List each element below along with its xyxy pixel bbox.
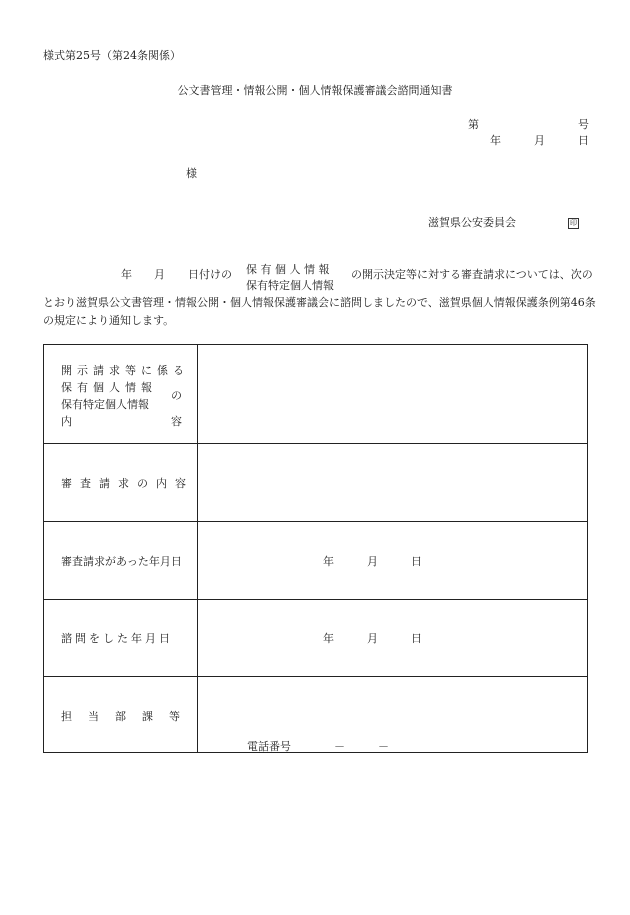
doc-number-suffix: 号 [578,118,589,131]
label-cell [44,676,198,752]
body-paragraph-line3: の規定により通知します。 [43,314,175,327]
label-line2: 保有個人情報 [61,381,157,394]
addressee-suffix: 様 [186,167,197,180]
label-line3: 保有特定個人情報 [61,398,149,411]
issue-date-month: 月 [534,134,545,147]
table-row-consult-date [44,599,587,677]
label-cell [44,443,198,521]
issuer-name: 滋賀県公安委員会 [428,216,516,229]
label-line1: 開示請求等に係る [61,364,189,377]
body-line1-rest: の開示決定等に対する審査請求については、次の [351,268,593,281]
review-date-year: 年 [323,555,334,568]
doc-number-prefix: 第 [468,118,479,131]
seal-mark: 印 [570,219,577,227]
body-month: 月 [154,268,165,281]
label-cell [44,345,198,443]
table-row-review-date [44,521,587,600]
table-row-department [44,676,587,752]
form-number: 様式第25号（第24条関係） [43,49,181,62]
stacked-top: 保 有 個 人 情 報 [246,263,330,276]
consultation-table [43,344,588,753]
document-title: 公文書管理・情報公開・個人情報保護審議会諮問通知書 [177,84,453,97]
consult-date-month: 月 [367,632,378,645]
review-date-month: 月 [367,555,378,568]
body-day: 日付けの [188,268,232,281]
label-nai: 内 [61,415,72,428]
stacked-info-type [246,262,334,294]
label-department: 担当部課等 [61,710,196,723]
label-cell [44,599,198,676]
label-consult-date: 諮問をした年月日 [61,632,173,645]
body-paragraph-line2: とおり滋賀県公文書管理・情報公開・個人情報保護審議会に諮問しましたので、滋賀県個人情報保護条例第46条 [43,296,596,309]
label-review-content: 審査請求の内容 [61,477,194,490]
phone-dash-2: － [378,740,389,753]
table-row-review-content [44,443,587,522]
table-row-info-content [44,345,587,444]
review-date-day: 日 [411,555,422,568]
issue-date-day: 日 [578,134,589,147]
phone-label: 電話番号 [247,740,291,753]
label-review-date: 審査請求があった年月日 [61,555,182,568]
phone-dash-1: － [334,740,345,753]
issue-date-year: 年 [490,134,501,147]
label-no: の [171,389,182,402]
consult-date-year: 年 [323,632,334,645]
consult-date-day: 日 [411,632,422,645]
stacked-bottom: 保有特定個人情報 [246,279,334,292]
label-you: 容 [171,415,182,428]
body-year: 年 [121,268,132,281]
label-cell [44,521,198,599]
